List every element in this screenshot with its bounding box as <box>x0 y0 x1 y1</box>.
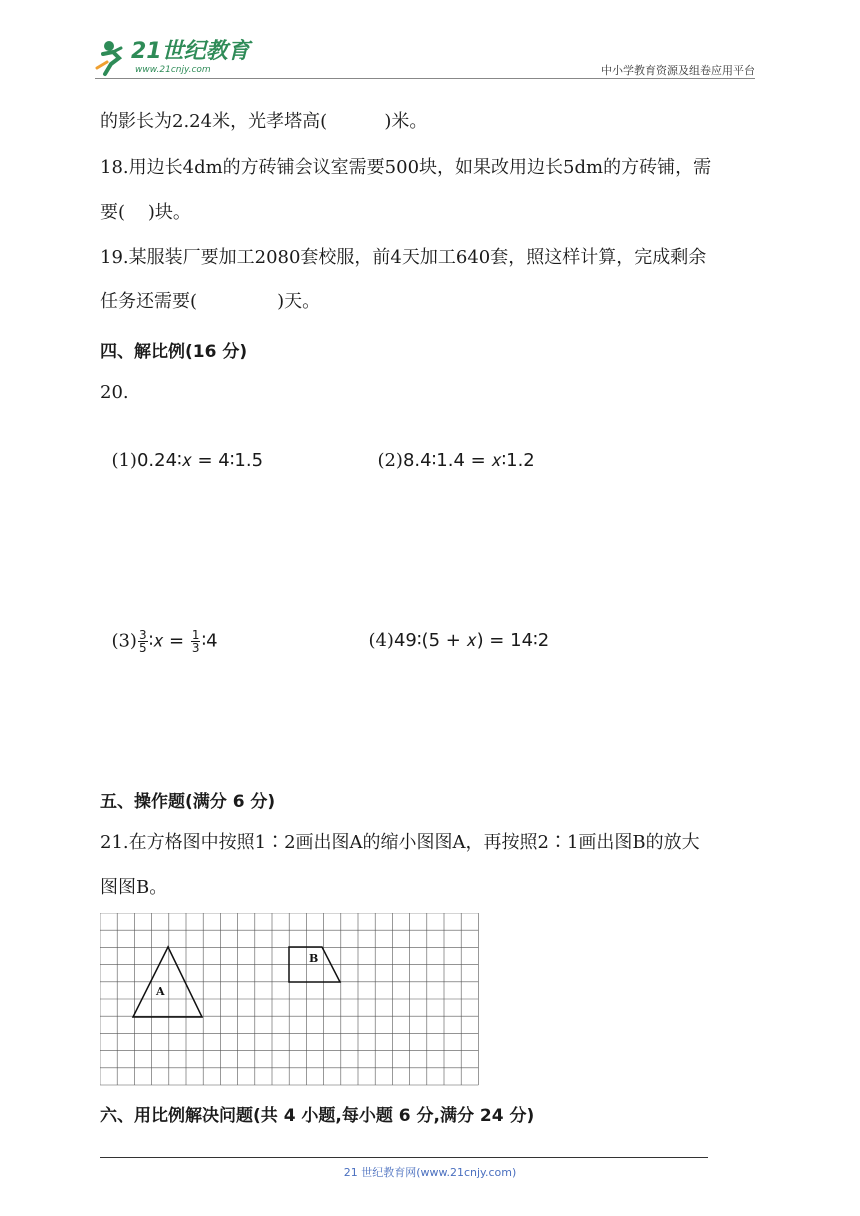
q18-line2: 要( )块。 <box>100 202 191 223</box>
logo-main-text: 21世纪教育 <box>131 39 250 64</box>
platform-name: 中小学教育资源及组卷应用平台 <box>601 64 755 77</box>
footer-divider <box>100 1157 708 1158</box>
fraction1-denominator: 5 <box>138 641 147 655</box>
q21-line2: 图图B。 <box>100 877 168 898</box>
header-divider <box>95 78 755 79</box>
part1-label: (1) <box>111 450 137 471</box>
q21-line1: 21.在方格图中按照1∶2画出图A的缩小图图A，再按照2∶1画出图B的放大 <box>100 832 700 853</box>
logo-graphic <box>95 34 260 78</box>
section6-title: 六、用比例解决问题(共 4 小题,每小题 6 分,满分 24 分) <box>100 1106 535 1126</box>
q20-number: 20. <box>100 382 129 403</box>
q20-part1 <box>100 425 263 473</box>
fraction1-numerator: 3 <box>138 628 147 642</box>
part3-middle: ∶𝑥 = <box>148 630 190 652</box>
part3-label: (3) <box>111 630 137 652</box>
part1-expression: 0.24∶𝑥 = 4∶1.5 <box>136 450 264 471</box>
q17-tail: 的影长为2.24米，光孝塔高( )米。 <box>100 111 428 132</box>
shape-label-a: A <box>156 985 165 998</box>
grid-lines <box>100 913 478 1085</box>
q18-line1: 18.用边长4dm的方砖铺会议室需要500块，如果改用边长5dm的方砖铺，需 <box>100 157 712 178</box>
grid-svg <box>100 913 480 1087</box>
part2-label: (2) <box>377 450 403 471</box>
graph-paper-grid <box>100 913 480 1091</box>
footer-text: 21 世纪教育网(www.21cnjy.com) <box>343 1166 517 1179</box>
fraction-three-fifths <box>138 629 148 654</box>
shape-label-b: B <box>309 952 319 965</box>
q20-part2 <box>366 425 535 473</box>
part2-expression: 8.4∶1.4 = 𝑥∶1.2 <box>402 450 535 471</box>
logo-url-text: www.21cnjy.com <box>135 65 211 75</box>
fraction2-denominator: 3 <box>191 641 200 655</box>
site-logo <box>95 34 260 78</box>
fraction-one-third <box>191 629 201 654</box>
section5-title: 五、操作题(满分 6 分) <box>100 792 276 812</box>
q20-part4 <box>357 605 549 653</box>
part3-end: ∶4 <box>201 630 218 652</box>
section4-title: 四、解比例(16 分) <box>100 342 248 362</box>
q19-line2: 任务还需要( )天。 <box>100 291 321 312</box>
q20-part3 <box>100 605 218 654</box>
fraction2-numerator: 1 <box>191 628 200 642</box>
q19-line1: 19.某服装厂要加工2080套校服，前4天加工640套，照这样计算，完成剩余 <box>100 247 707 268</box>
part4-label: (4) <box>368 630 394 651</box>
part4-expression: 49∶(5 + 𝑥) = 14∶2 <box>393 630 550 651</box>
